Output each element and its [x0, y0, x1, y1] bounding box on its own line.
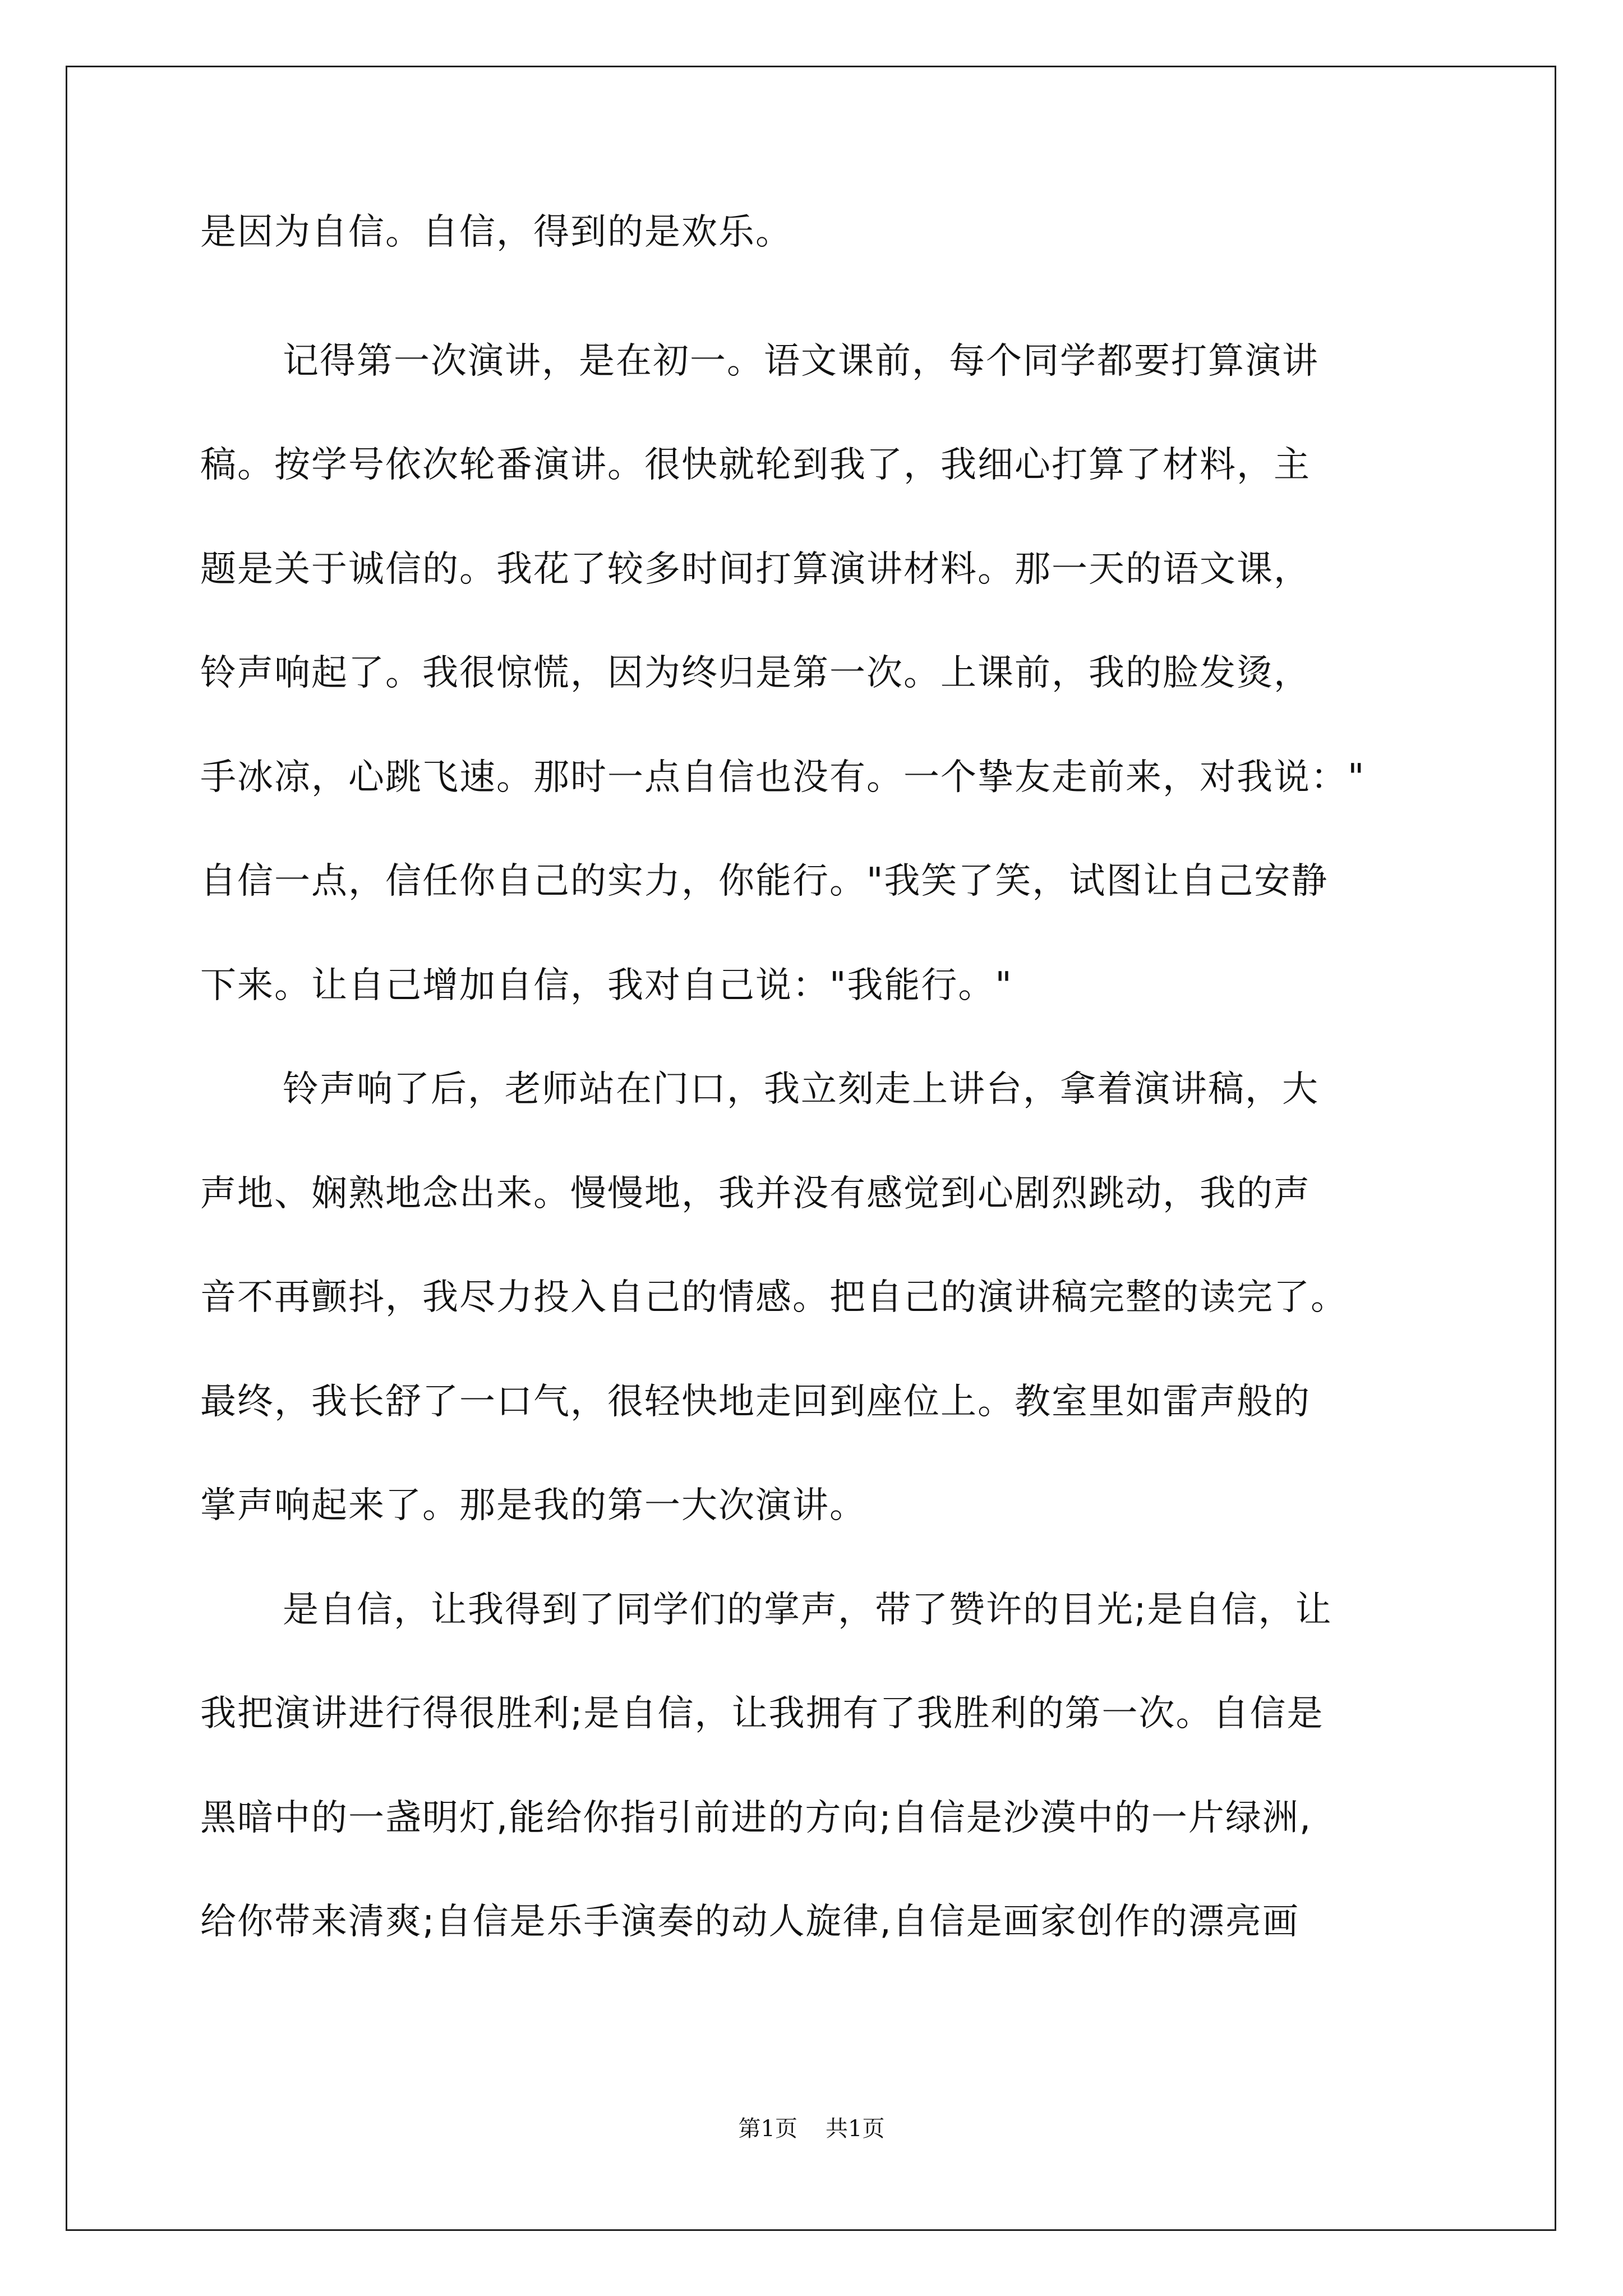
page-footer — [0, 2115, 1623, 2143]
text-line: 下来。让自己增加自信，我对自己说："我能行。" — [200, 965, 1013, 1006]
text-line: 题是关于诚信的。我花了较多时间打算演讲材料。那一天的语文课， — [200, 549, 1311, 590]
text-line: 手冰凉，心跳飞速。那时一点自信也没有。一个挚友走前来，对我说：" — [200, 757, 1366, 798]
text-line: 稿。按学号依次轮番演讲。很快就轮到我了，我细心打算了材料，主 — [200, 444, 1311, 486]
text-line: 音不再颤抖，我尽力投入自己的情感。把自己的演讲稿完整的读完了。 — [200, 1277, 1348, 1318]
text-line: 最终，我长舒了一口气，很轻快地走回到座位上。教室里如雷声般的 — [200, 1381, 1311, 1423]
text-line: 掌声响起来了。那是我的第一大次演讲。 — [200, 1485, 866, 1526]
text-line: 黑暗中的一盏明灯,能给你指引前进的方向;自信是沙漠中的一片绿洲, — [200, 1797, 1312, 1839]
text-line: 声地、娴熟地念出来。慢慢地，我并没有感觉到心剧烈跳动，我的声 — [200, 1173, 1311, 1214]
text-line: 自信一点，信任你自己的实力，你能行。"我笑了笑，试图让自己安静 — [200, 861, 1329, 902]
page-number: 第1页 — [738, 2116, 797, 2142]
text-line: 记得第一次演讲，是在初一。语文课前，每个同学都要打算演讲 — [283, 341, 1319, 382]
page-total: 共1页 — [826, 2116, 885, 2142]
text-line: 是因为自信。自信，得到的是欢乐。 — [200, 211, 792, 253]
text-line: 铃声响起了。我很惊慌，因为终归是第一次。上课前，我的脸发烫， — [200, 652, 1311, 694]
text-line: 铃声响了后，老师站在门口，我立刻走上讲台，拿着演讲稿，大 — [283, 1069, 1319, 1110]
text-line: 是自信，让我得到了同学们的掌声，带了赞许的目光;是自信，让 — [283, 1589, 1332, 1631]
text-line: 给你带来清爽;自信是乐手演奏的动人旋律,自信是画家创作的漂亮画 — [200, 1901, 1299, 1943]
text-line: 我把演讲进行得很胜利;是自信，让我拥有了我胜利的第一次。自信是 — [200, 1693, 1324, 1734]
